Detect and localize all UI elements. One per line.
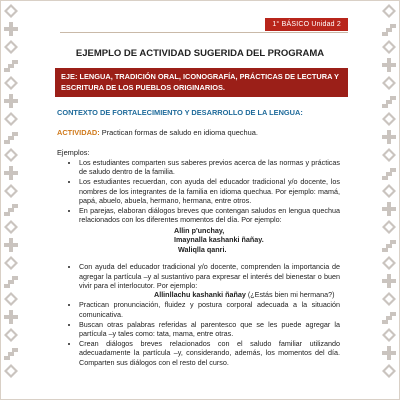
- spacer: [79, 255, 340, 262]
- activity-label: ACTIVIDAD:: [57, 128, 100, 137]
- pattern-step-icon: [382, 94, 396, 108]
- right-decorative-pattern: [378, 0, 400, 400]
- pattern-diamond-icon: [4, 4, 18, 18]
- list-item: • Buscan otras palabras referidas al parentesco que se les puede agregar la partícula –y tales como: tata, mama, entre otras.: [79, 320, 340, 339]
- pattern-diamond-icon: [4, 184, 18, 198]
- pattern-cross-icon: [382, 274, 396, 288]
- pattern-diamond-icon: [382, 4, 396, 18]
- phrase-quechua: Allinllachu kashanki ñañay: [154, 290, 246, 300]
- page-title: EJEMPLO DE ACTIVIDAD SUGERIDA DEL PROGRAMA: [75, 48, 325, 59]
- pattern-diamond-icon: [382, 112, 396, 126]
- grade-unit-badge: 1° BÁSICO Unidad 2: [265, 18, 348, 31]
- pattern-cross-icon: [382, 202, 396, 216]
- list-item-text: Con ayuda del educador tradicional y/o docente, comprenden la importancia de agregar la partícula –y al sustantivo para expresar el interés del bienestar o buen vivir para el interlocutor. Por ejemplo:: [79, 262, 340, 290]
- pattern-step-icon: [4, 346, 18, 360]
- pattern-step-icon: [4, 58, 18, 72]
- dialog-line: Imaynalla kashanki ñañay.: [174, 235, 264, 245]
- pattern-diamond-icon: [382, 76, 396, 90]
- pattern-cross-icon: [382, 346, 396, 360]
- pattern-step-icon: [382, 238, 396, 252]
- dialog-example: [174, 226, 340, 255]
- pattern-cross-icon: [4, 238, 18, 252]
- pattern-diamond-icon: [4, 292, 18, 306]
- pattern-cross-icon: [382, 58, 396, 72]
- pattern-step-icon: [382, 310, 396, 324]
- pattern-diamond-icon: [382, 148, 396, 162]
- left-decorative-pattern: [0, 0, 22, 400]
- phrase-example: [154, 290, 340, 299]
- pattern-diamond-icon: [382, 328, 396, 342]
- list-item: [79, 206, 340, 262]
- dialog-line: Allin p'unchay,: [174, 225, 225, 235]
- list-item-text: En parejas, elaboran diálogos breves que contengan saludos en lengua quechua relacionados con los diferentes momentos del día. Por ejemplo:: [79, 206, 340, 225]
- pattern-diamond-icon: [382, 292, 396, 306]
- context-heading: CONTEXTO DE FORTALECIMIENTO Y DESARROLLO DE LA LENGUA:: [57, 108, 303, 117]
- pattern-diamond-icon: [4, 364, 18, 378]
- pattern-step-icon: [4, 202, 18, 216]
- list-item: • Practican pronunciación, fluidez y postura corporal adecuada a la situación comunicativa.: [79, 300, 340, 319]
- examples-label: Ejemplos:: [57, 148, 90, 157]
- axis-box: EJE: LENGUA, TRADICIÓN ORAL, ICONOGRAFÍA, PRÁCTICAS DE LECTURA Y ESCRITURA DE LOS PUEBLOS ORIGINARIOS.: [55, 68, 348, 97]
- list-item: • Los estudiantes comparten sus saberes previos acerca de las normas y prácticas de saludo dentro de la familia.: [79, 158, 340, 177]
- list-item: • Los estudiantes recuerdan, con ayuda del educador tradicional y/o docente, los nombres de los integrantes de la familia en idioma quechua. Por ejemplo: mamá, papá, abuelo, abuela, hermano, hermana, entre otros.: [79, 177, 340, 205]
- pattern-step-icon: [4, 274, 18, 288]
- activity-line: [57, 128, 348, 137]
- pattern-step-icon: [4, 130, 18, 144]
- pattern-cross-icon: [4, 166, 18, 180]
- pattern-diamond-icon: [4, 256, 18, 270]
- pattern-diamond-icon: [382, 256, 396, 270]
- list-item: [79, 262, 340, 300]
- pattern-cross-icon: [4, 22, 18, 36]
- pattern-diamond-icon: [382, 364, 396, 378]
- pattern-diamond-icon: [4, 76, 18, 90]
- activity-text: Practican formas de saludo en idioma quechua.: [101, 128, 258, 137]
- pattern-diamond-icon: [4, 328, 18, 342]
- pattern-diamond-icon: [382, 220, 396, 234]
- pattern-diamond-icon: [382, 184, 396, 198]
- list-item: • Crean diálogos breves relacionados con el saludo familiar utilizando adecuadamente la partícula –y, considerando, además, los momentos del día. Comparten sus diálogos con el resto del curso.: [79, 339, 340, 367]
- pattern-diamond-icon: [4, 220, 18, 234]
- phrase-translation: (¿Estás bien mi hermana?): [247, 290, 335, 300]
- pattern-cross-icon: [382, 130, 396, 144]
- pattern-diamond-icon: [4, 112, 18, 126]
- pattern-cross-icon: [4, 310, 18, 324]
- pattern-step-icon: [382, 22, 396, 36]
- pattern-step-icon: [382, 166, 396, 180]
- header-divider: [60, 32, 348, 33]
- pattern-diamond-icon: [4, 148, 18, 162]
- dialog-line: Waliqlla qanri.: [178, 245, 227, 255]
- examples-list: [57, 158, 340, 368]
- pattern-cross-icon: [4, 94, 18, 108]
